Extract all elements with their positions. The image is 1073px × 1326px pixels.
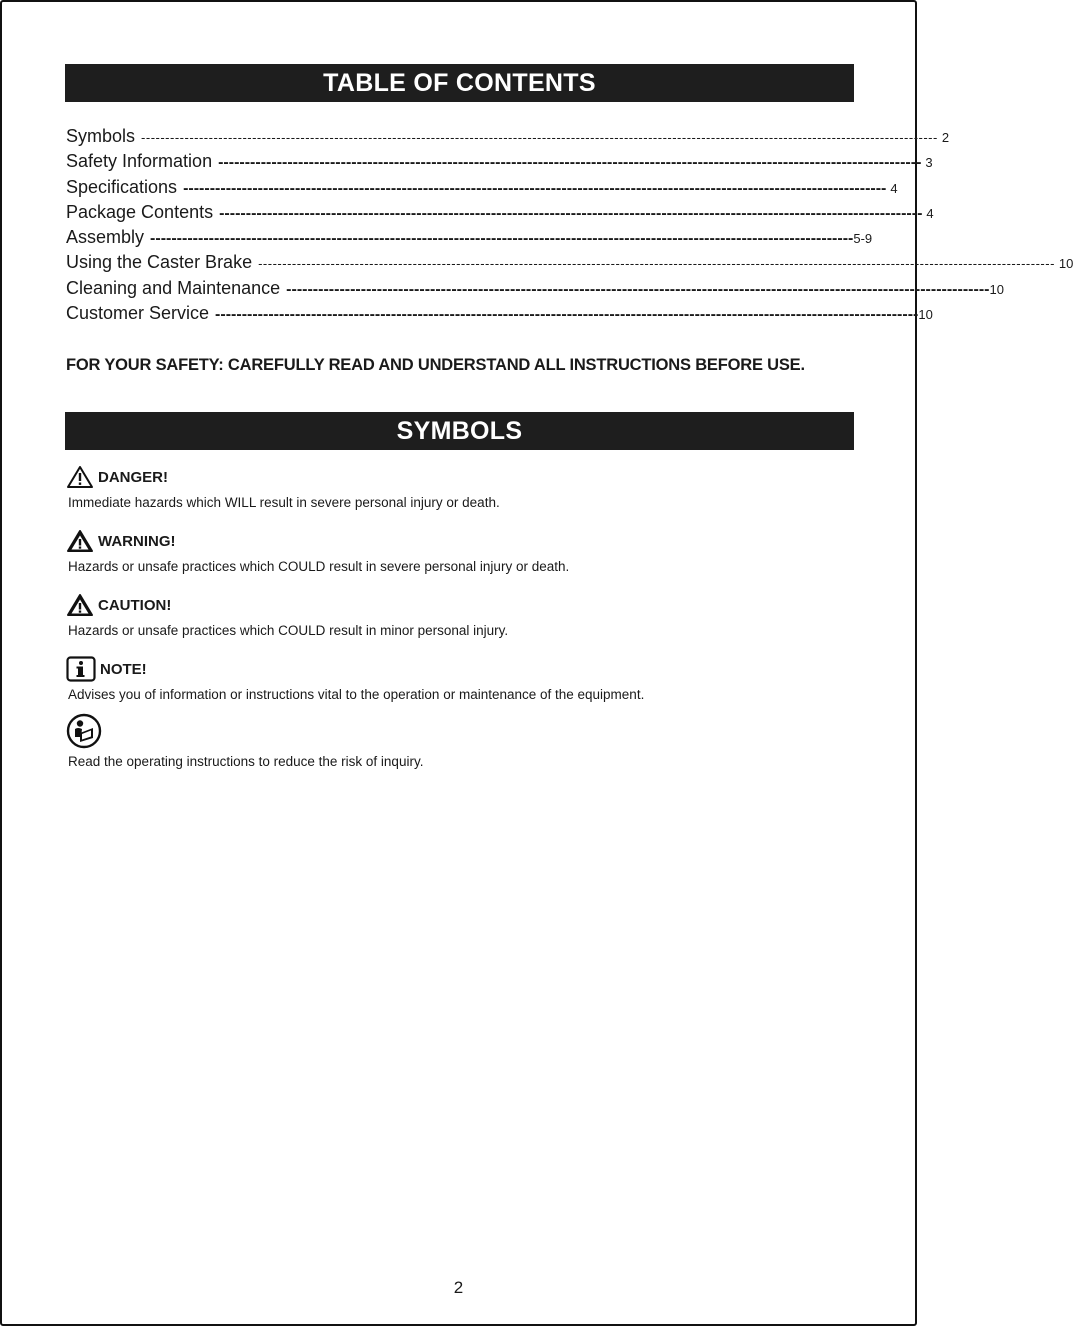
- symbol-title: WARNING!: [98, 532, 176, 550]
- toc-entry-page: 4: [926, 205, 934, 221]
- toc-leader-dots: ------------------------------------------------------------------------------------------------------------------------------------: [150, 230, 854, 248]
- symbol-read-manual: [66, 713, 856, 769]
- safety-note: FOR YOUR SAFETY: CAREFULLY READ AND UNDERSTAND ALL INSTRUCTIONS BEFORE USE.: [66, 356, 805, 374]
- toc-entry-page: 10: [989, 281, 1004, 297]
- toc-leader-dots: ------------------------------------------------------------------------------------------------------------------------------------: [218, 154, 922, 172]
- toc-entry-label: Safety Information: [66, 151, 213, 172]
- toc-entry-page: 4: [890, 180, 898, 196]
- symbol-caution: [66, 592, 856, 638]
- toc-entry-label: Symbols: [66, 126, 136, 146]
- toc-entry-label: Using the Caster Brake: [66, 252, 253, 273]
- symbol-note: [66, 656, 856, 702]
- toc-entry-page: 10: [1058, 256, 1073, 272]
- toc-entry: [66, 301, 933, 326]
- toc-entry: [66, 124, 950, 149]
- toc-leader-dots: ---------------------------------------------------------------------------------------------------------------------------------------------------------------------: [141, 130, 938, 145]
- toc-entry-label: Assembly: [66, 227, 145, 248]
- symbol-warning: [66, 528, 856, 574]
- toc-leader-dots: ---------------------------------------------------------------------------------------------------------------------------------------------------------------------: [258, 256, 1055, 272]
- toc-entry: [66, 200, 934, 225]
- toc-entry-label: Cleaning and Maintenance: [66, 277, 281, 298]
- toc-leader-dots: ------------------------------------------------------------------------------------------------------------------------------------: [215, 306, 919, 324]
- symbols-heading: SYMBOLS: [65, 412, 854, 450]
- symbol-description: Immediate hazards which WILL result in severe personal injury or death.: [68, 495, 500, 510]
- toc-entry-label: Package Contents: [66, 201, 214, 222]
- toc-entry-page: 3: [925, 155, 933, 171]
- toc-entry-label: Customer Service: [66, 303, 210, 324]
- toc-leader-dots: ------------------------------------------------------------------------------------------------------------------------------------: [183, 179, 887, 197]
- symbol-description: Advises you of information or instructions vital to the operation or maintenance of the equipment.: [68, 687, 645, 702]
- toc-entry-page: 10: [918, 307, 933, 323]
- symbol-description: Read the operating instructions to reduce the risk of inquiry.: [68, 754, 424, 769]
- toc-heading: TABLE OF CONTENTS: [65, 64, 854, 102]
- symbol-title: DANGER!: [98, 468, 168, 486]
- toc-leader-dots: ------------------------------------------------------------------------------------------------------------------------------------: [219, 204, 923, 222]
- toc-entry: [66, 149, 933, 174]
- warning-triangle-icon: [66, 593, 94, 617]
- symbol-title: NOTE!: [100, 660, 147, 678]
- warning-triangle-icon: [66, 465, 94, 489]
- toc-leader-dots: ------------------------------------------------------------------------------------------------------------------------------------: [286, 280, 990, 298]
- toc-entry: [66, 175, 898, 200]
- symbol-title: CAUTION!: [98, 596, 172, 614]
- symbol-danger: [66, 464, 856, 510]
- toc-entry: [66, 276, 1004, 301]
- toc-entry-page: 5-9: [853, 231, 873, 247]
- symbol-description: Hazards or unsafe practices which COULD result in minor personal injury.: [68, 623, 509, 638]
- warning-triangle-icon: [66, 529, 94, 553]
- page-number: 2: [453, 1278, 464, 1297]
- toc-entry-label: Specifications: [66, 176, 178, 197]
- table-of-contents: [66, 124, 1073, 326]
- toc-entry: [66, 225, 873, 250]
- read-manual-icon: [66, 713, 102, 749]
- toc-entry: [66, 250, 1073, 275]
- info-icon: [66, 656, 96, 682]
- toc-entry-page: 2: [941, 130, 950, 145]
- symbol-description: Hazards or unsafe practices which COULD result in severe personal injury or death.: [68, 559, 570, 574]
